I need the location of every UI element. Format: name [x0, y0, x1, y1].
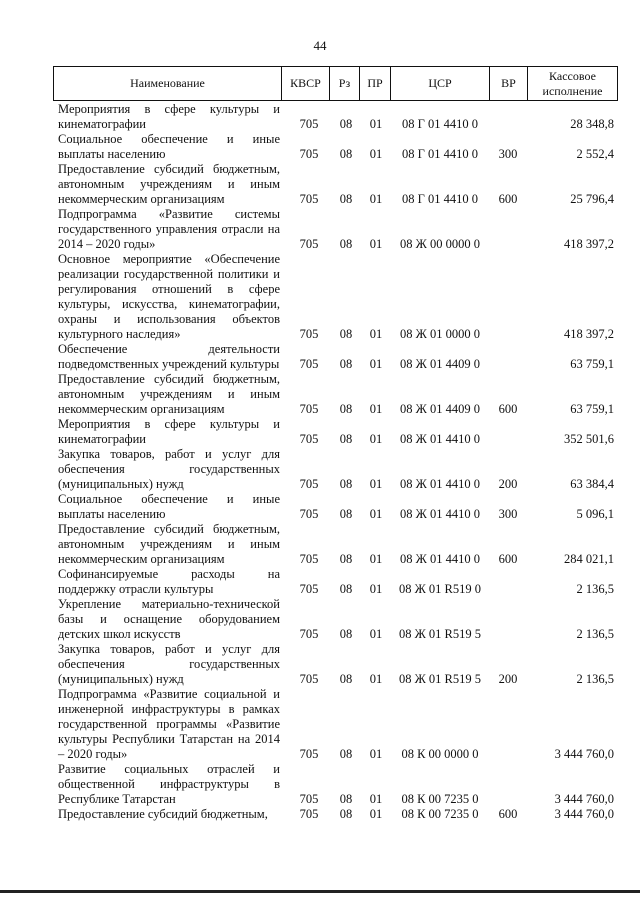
vr-cell: 300	[498, 507, 518, 521]
pr-cell: 01	[369, 192, 383, 206]
sum-cell: 3 444 760,0	[554, 747, 614, 761]
kvsr-cell: 705	[299, 357, 319, 371]
csr-cell: 08 Г 01 4410 0	[402, 147, 478, 161]
table-header	[53, 66, 618, 101]
vr-cell: 300	[498, 147, 518, 161]
header-pr: ПР	[359, 67, 390, 100]
csr-cell: 08 Ж 01 4410 0	[400, 477, 480, 491]
sum-cell: 3 444 760,0	[554, 792, 614, 806]
pr-cell: 01	[369, 357, 383, 371]
header-sum: Кассовое исполнение	[527, 67, 617, 100]
table-row	[0, 567, 640, 597]
sum-cell: 2 552,4	[576, 147, 614, 161]
csr-cell: 08 Г 01 4410 0	[402, 192, 478, 206]
table-row	[0, 447, 640, 492]
pr-cell: 01	[369, 747, 383, 761]
table-row	[0, 492, 640, 522]
pr-cell: 01	[369, 792, 383, 806]
kvsr-cell: 705	[299, 582, 319, 596]
kvsr-cell: 705	[299, 477, 319, 491]
header-vr: ВР	[489, 67, 527, 100]
kvsr-cell: 705	[299, 792, 319, 806]
header-csr: ЦСР	[390, 67, 489, 100]
sum-cell: 25 796,4	[570, 192, 614, 206]
vr-cell: 600	[498, 192, 518, 206]
row-name: Подпрограмма «Развитие социальной и инженерной инфраструктуры в рамках государственной программы «Развитие культуры Республики Татарстан на 2014 – 2020 годы»	[58, 687, 280, 761]
kvsr-cell: 705	[299, 432, 319, 446]
table-row	[0, 132, 640, 162]
rz-cell: 08	[339, 192, 353, 206]
rz-cell: 08	[339, 792, 353, 806]
header-name: Наименование	[130, 76, 205, 90]
row-name: Социальное обеспечение и иные выплаты населению	[58, 132, 280, 161]
kvsr-cell: 705	[299, 627, 319, 641]
rz-cell: 08	[339, 672, 353, 686]
csr-cell: 08 К 00 7235 0	[401, 792, 479, 806]
vr-cell: 200	[498, 672, 518, 686]
sum-cell: 28 348,8	[570, 117, 614, 131]
csr-cell: 08 Ж 01 R519 0	[398, 582, 482, 596]
sum-cell: 2 136,5	[576, 582, 614, 596]
kvsr-cell: 705	[299, 327, 319, 341]
rz-cell: 08	[339, 627, 353, 641]
pr-cell: 01	[369, 402, 383, 416]
row-name: Предоставление субсидий бюджетным, автономным учреждениям и иным некоммерческим организациям	[58, 372, 280, 416]
csr-cell: 08 Ж 01 4410 0	[400, 507, 480, 521]
pr-cell: 01	[369, 627, 383, 641]
sum-cell: 2 136,5	[576, 672, 614, 686]
kvsr-cell: 705	[299, 552, 319, 566]
row-name: Предоставление субсидий бюджетным, автономным учреждениям и иным некоммерческим организациям	[58, 162, 280, 206]
rz-cell: 08	[339, 507, 353, 521]
row-name: Мероприятия в сфере культуры и кинематографии	[58, 102, 280, 131]
sum-cell: 63 384,4	[570, 477, 614, 491]
row-name: Укрепление материально-технической базы и оснащение оборудованием детских школ искусств	[58, 597, 280, 641]
sum-cell: 63 759,1	[570, 402, 614, 416]
csr-cell: 08 К 00 7235 0	[401, 807, 479, 821]
table-row	[0, 522, 640, 567]
kvsr-cell: 705	[299, 807, 319, 821]
table-row	[0, 417, 640, 447]
sum-cell: 352 501,6	[564, 432, 614, 446]
kvsr-cell: 705	[299, 402, 319, 416]
pr-cell: 01	[369, 807, 383, 821]
table-row	[0, 807, 640, 822]
csr-cell: 08 К 00 0000 0	[401, 747, 479, 761]
table-row	[0, 687, 640, 762]
row-name: Подпрограмма «Развитие системы государственного управления отрасли на 2014 – 2020 годы»	[58, 207, 280, 251]
row-name: Социальное обеспечение и иные выплаты населению	[58, 492, 280, 521]
rz-cell: 08	[339, 147, 353, 161]
table-row	[0, 642, 640, 687]
rz-cell: 08	[339, 327, 353, 341]
pr-cell: 01	[369, 672, 383, 686]
header-rz: Рз	[329, 67, 359, 100]
table-body	[0, 102, 640, 822]
table-row	[0, 207, 640, 252]
csr-cell: 08 Ж 01 4409 0	[400, 402, 480, 416]
table-row	[0, 372, 640, 417]
kvsr-cell: 705	[299, 147, 319, 161]
csr-cell: 08 Ж 01 4409 0	[400, 357, 480, 371]
pr-cell: 01	[369, 147, 383, 161]
csr-cell: 08 Ж 01 R519 5	[398, 627, 482, 641]
kvsr-cell: 705	[299, 237, 319, 251]
table-row	[0, 162, 640, 207]
row-name: Закупка товаров, работ и услуг для обеспечения государственных (муниципальных) нужд	[58, 642, 280, 686]
pr-cell: 01	[369, 237, 383, 251]
row-name: Софинансируемые расходы на поддержку отрасли культуры	[58, 567, 280, 596]
pr-cell: 01	[369, 117, 383, 131]
rz-cell: 08	[339, 807, 353, 821]
sum-cell: 63 759,1	[570, 357, 614, 371]
rz-cell: 08	[339, 237, 353, 251]
sum-cell: 3 444 760,0	[554, 807, 614, 821]
vr-cell: 600	[498, 552, 518, 566]
rz-cell: 08	[339, 552, 353, 566]
sum-cell: 418 397,2	[564, 237, 614, 251]
page-number: 44	[313, 38, 327, 53]
rz-cell: 08	[339, 402, 353, 416]
table-row	[0, 597, 640, 642]
table-row	[0, 252, 640, 342]
csr-cell: 08 Ж 01 4410 0	[400, 552, 480, 566]
sum-cell: 2 136,5	[576, 627, 614, 641]
pr-cell: 01	[369, 582, 383, 596]
csr-cell: 08 Ж 00 0000 0	[400, 237, 480, 251]
header-kvsr: КВСР	[281, 67, 329, 100]
csr-cell: 08 Ж 01 4410 0	[400, 432, 480, 446]
pr-cell: 01	[369, 552, 383, 566]
rz-cell: 08	[339, 357, 353, 371]
row-name: Мероприятия в сфере культуры и кинематографии	[58, 417, 280, 446]
rz-cell: 08	[339, 432, 353, 446]
pr-cell: 01	[369, 327, 383, 341]
kvsr-cell: 705	[299, 117, 319, 131]
kvsr-cell: 705	[299, 192, 319, 206]
rz-cell: 08	[339, 117, 353, 131]
pr-cell: 01	[369, 432, 383, 446]
row-name: Основное мероприятие «Обеспечение реализации государственной политики и регулирования отношений в сфере культуры, искусства, кинематографии, охраны и использования объектов культурного наследия»	[58, 252, 280, 341]
vr-cell: 600	[498, 807, 518, 821]
row-name: Развитие социальных отраслей и общественной инфраструктуры в Республике Татарстан	[58, 762, 280, 806]
csr-cell: 08 Ж 01 R519 5	[398, 672, 482, 686]
rz-cell: 08	[339, 747, 353, 761]
table-row	[0, 342, 640, 372]
sum-cell: 418 397,2	[564, 327, 614, 341]
csr-cell: 08 Г 01 4410 0	[402, 117, 478, 131]
sum-cell: 284 021,1	[564, 552, 614, 566]
sum-cell: 5 096,1	[576, 507, 614, 521]
vr-cell: 200	[498, 477, 518, 491]
row-name: Обеспечение деятельности подведомственных учреждений культуры	[58, 342, 280, 371]
csr-cell: 08 Ж 01 0000 0	[400, 327, 480, 341]
kvsr-cell: 705	[299, 747, 319, 761]
kvsr-cell: 705	[299, 672, 319, 686]
pr-cell: 01	[369, 477, 383, 491]
rz-cell: 08	[339, 477, 353, 491]
rz-cell: 08	[339, 582, 353, 596]
page-bottom-rule	[0, 890, 640, 893]
row-name: Закупка товаров, работ и услуг для обеспечения государственных (муниципальных) нужд	[58, 447, 280, 491]
kvsr-cell: 705	[299, 507, 319, 521]
row-name: Предоставление субсидий бюджетным,	[58, 807, 268, 821]
table-row	[0, 762, 640, 807]
table-row	[0, 102, 640, 132]
vr-cell: 600	[498, 402, 518, 416]
pr-cell: 01	[369, 507, 383, 521]
row-name: Предоставление субсидий бюджетным, автономным учреждениям и иным некоммерческим организациям	[58, 522, 280, 566]
